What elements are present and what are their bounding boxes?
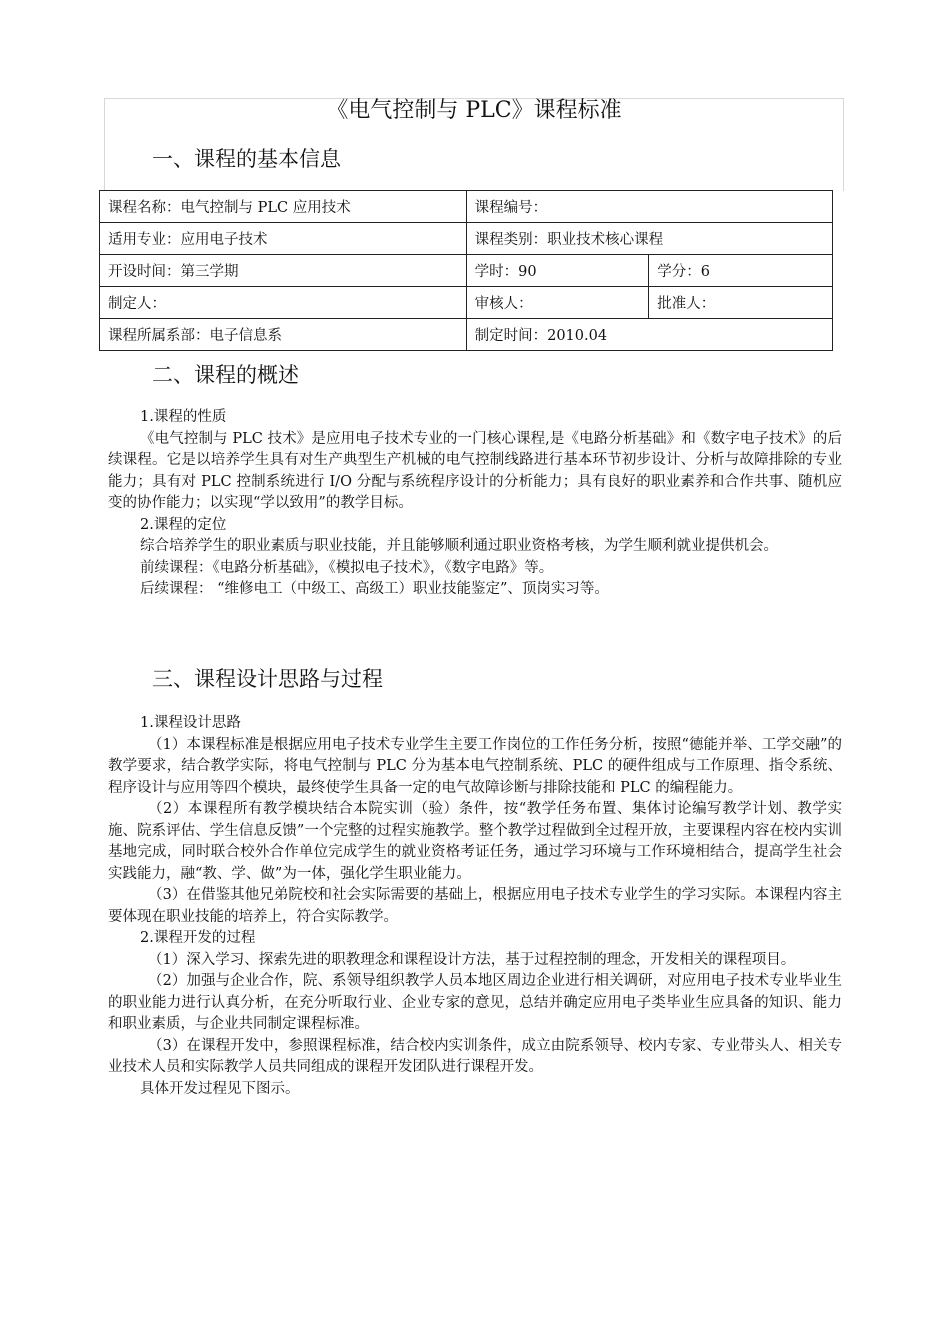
subheading-nature: 1.课程的性质 xyxy=(140,409,227,425)
paragraph-dev-3: （3）在课程开发中，参照课程标准，结合校内实训条件，成立由院系领导、校内专家、专业带头人、相关专业技术人员和实际教学人员共同组成的课程开发团队进行课程开发。 xyxy=(108,1037,842,1075)
paragraph-design-3: （3）在借鉴其他兄弟院校和社会实际需要的基础上，根据应用电子技术专业学生的学习实际。本课程内容主要体现在职业技能的培养上，符合实际教学。 xyxy=(108,887,842,925)
hours-cell: 学时：90 xyxy=(466,255,649,287)
paragraph-positioning: 综合培养学生的职业素质与职业技能，并且能够顺利通过职业资格考核，为学生顺利就业提供机会。 xyxy=(140,538,778,554)
category-cell: 课程类别：职业技术核心课程 xyxy=(466,223,832,255)
document-title: 《电气控制与 PLC》课程标准 xyxy=(326,98,622,123)
overview-body xyxy=(108,407,842,601)
major-cell: 适用专业：应用电子技术 xyxy=(100,223,467,255)
paragraph-prerequisites: 前续课程：《电路分析基础》，《模拟电子技术》，《数字电路》等。 xyxy=(140,559,554,576)
paragraph-design-2: （2）本课程所有教学模块结合本院实训（验）条件，按“教学任务布置、集体讨论编写教学计划、教学实施、院系评估、学生信息反馈”一个完整的过程实施教学。整个教学过程做到全过程开放，主要课程内容在校内实训基地完成，同时联合校外合作单位完成学生的就业资格考证任务，通过学习环境与工作环境相结合，提高学生社会实践能力，融“教、学、做”为一体，强化学生职业能力。 xyxy=(108,801,842,882)
course-name-cell: 课程名称：电气控制与 PLC 应用技术 xyxy=(100,191,467,223)
paragraph-dev-1: （1）深入学习、探索先进的职教理念和课程设计方法，基于过程控制的理念，开发相关的课程项目。 xyxy=(148,951,796,968)
table-row xyxy=(100,319,833,351)
table-row xyxy=(100,191,833,223)
table-row xyxy=(100,223,833,255)
paragraph-followups: 后续课程： “维修电工（中级工、高级工）职业技能鉴定”、顶岗实习等。 xyxy=(140,581,609,597)
author-cell: 制定人： xyxy=(100,287,467,319)
date-cell: 制定时间：2010.04 xyxy=(466,319,832,351)
department-cell: 课程所属系部：电子信息系 xyxy=(100,319,467,351)
table-row xyxy=(100,287,833,319)
paragraph-nature: 《电气控制与 PLC 技术》是应用电子技术专业的一门核心课程,是《电路分析基础》和《数字电子技术》的后续课程。它是以培养学生具有对生产典型生产机械的电气控制线路进行基本环节初步设计、分析与故障排除的专业能力；具有对 PLC 控制系统进行 I/O 分配与系统程序设计的分析能力；具有良好的职业素养和合作共事、随机应变的协作能力；以实现“学以致用”的教学目标。 xyxy=(108,430,842,511)
course-code-cell: 课程编号： xyxy=(466,191,832,223)
section-heading-basic-info: 一、课程的基本信息 xyxy=(152,147,341,171)
table-row xyxy=(100,255,833,287)
paragraph-diagram-note: 具体开发过程见下图示。 xyxy=(140,1080,300,1097)
reviewer-cell: 审核人： xyxy=(466,287,649,319)
section-heading-overview: 二、课程的概述 xyxy=(152,363,299,387)
term-cell: 开设时间：第三学期 xyxy=(100,255,467,287)
subheading-development: 2.课程开发的过程 xyxy=(140,930,256,946)
subheading-design-ideas: 1.课程设计思路 xyxy=(140,715,241,731)
design-body xyxy=(108,713,842,1100)
section-heading-design: 三、课程设计思路与过程 xyxy=(152,667,383,691)
course-info-table xyxy=(99,190,833,351)
paragraph-design-1: （1）本课程标准是根据应用电子技术专业学生主要工作岗位的工作任务分析，按照“德能并举、工学交融”的教学要求，结合教学实际，将电气控制与 PLC 分为基本电气控制系统、PLC 的硬件组成与工作原理、指令系统、程序设计与应用等四个模块，最终使学生具备一定的电气故障诊断与排除技能和 PLC 的编程能力。 xyxy=(108,736,842,796)
credits-cell: 学分：6 xyxy=(649,255,833,287)
paragraph-dev-2: （2）加强与企业合作，院、系领导组织教学人员本地区周边企业进行相关调研，对应用电子技术专业毕业生的职业能力进行认真分析，在充分听取行业、企业专家的意见，总结并确定应用电子类毕业生应具备的知识、能力和职业素质，与企业共同制定课程标准。 xyxy=(108,973,842,1032)
subheading-positioning: 2.课程的定位 xyxy=(140,516,227,533)
approver-cell: 批准人： xyxy=(649,287,833,319)
